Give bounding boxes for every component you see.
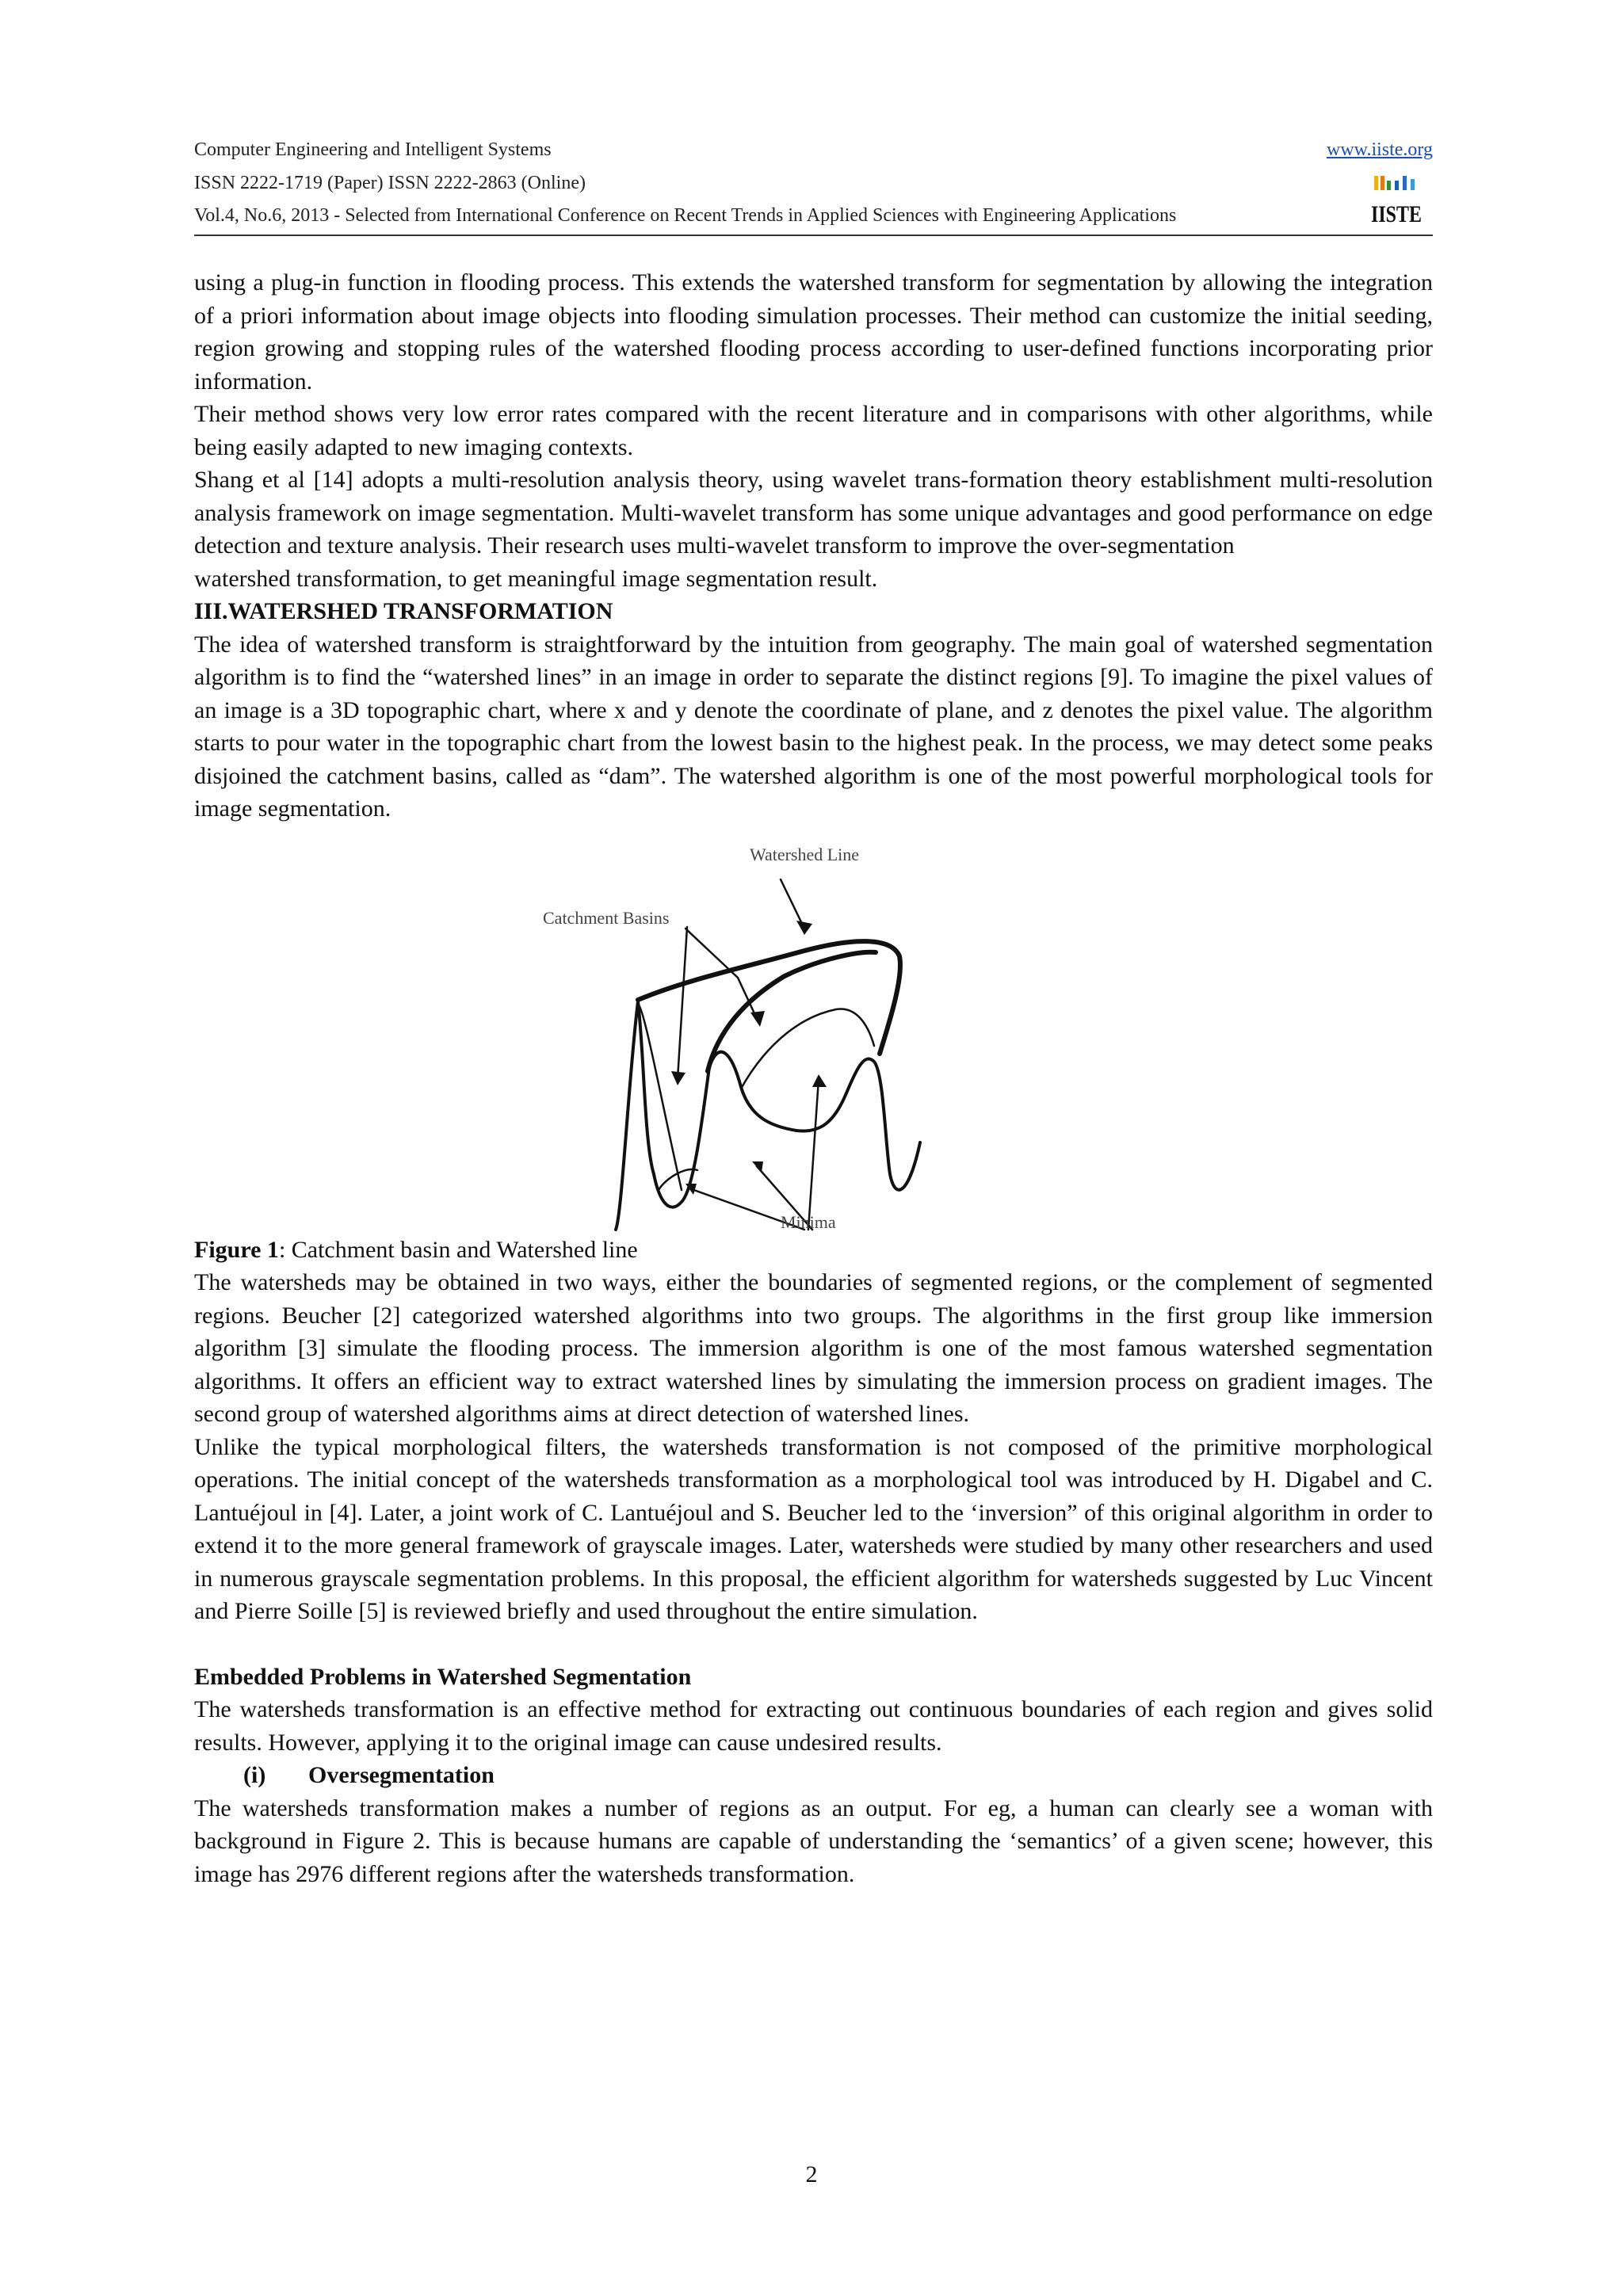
page-number: 2 (805, 2161, 818, 2187)
sub-heading (194, 1759, 1433, 1792)
paragraph: The watersheds may be obtained in two ways, either the boundaries of segmented regions, or the complement of segmented regions. Beucher [2] categorized watershed algorithms into two groups. The algorithms in the first group like immersion algorithm [3] simulate the flooding process. The immersion algorithm is one of the most famous watershed segmentation algorithms. It offers an efficient way to extract watershed lines by simulating the immersion process on gradient images. The second group of watershed algorithms aims at direct detection of watershed lines. (194, 1269, 1433, 1427)
paragraph: The watersheds transformation makes a number of regions as an output. For eg, a human can clearly see a woman with background in Figure 2. This is because humans are capable of understanding the ‘semantics’ of a given scene; however, this image has 2976 different regions after the watersheds transformation. (194, 1794, 1433, 1887)
paragraph: Unlike the typical morphological filters, the watersheds transformation is not composed of the primitive morphological operations. The initial concept of the watersheds transformation as a morphological tool was introduced by H. Digabel and C. Lantuéjoul in [4]. Later, a joint work of C. Lantuéjoul and S. Beucher led to the ‘inversion” of this original algorithm in order to extend it to the more general framework of grayscale images. Later, watersheds were studied by many other researchers and used in numerous grayscale segmentation problems. In this proposal, the efficient algorithm for watersheds suggested by Luc Vincent and Pierre Soille [5] is reviewed briefly and used throughout the entire simulation. (194, 1433, 1433, 1624)
caption-text: : Catchment basin and Watershed line (278, 1236, 638, 1263)
spacer (194, 1628, 1433, 1661)
header-rule (194, 235, 1433, 236)
paragraph: using a plug-in function in flooding process. This extends the watershed transform for segmentation by allowing the integration of a priori information about image objects into flooding simulation processes. Their method can customize the initial seeding, region growing and stopping rules of the watershed flooding process according to user-defined functions incorporating prior information. (194, 269, 1433, 395)
subsection-heading: Embedded Problems in Watershed Segmentation (194, 1663, 692, 1690)
paragraph: Their method shows very low error rates compared with the recent literature and in comparisons with other algorithms, while being easily adapted to new imaging contexts. (194, 401, 1433, 460)
label-watershed-line: Watershed Line (749, 844, 860, 864)
watershed-diagram (543, 841, 1098, 1234)
journal-name: Computer Engineering and Intelligent Systems (194, 139, 552, 160)
figure-1 (194, 841, 1433, 1234)
logo-text: IISTE (1371, 201, 1422, 227)
volume-line: Vol.4, No.6, 2013 - Selected from International Conference on Recent Trends in Applied Sciences with Engineering Applications (194, 205, 1177, 226)
paragraph: The watersheds transformation is an effective method for extracting out continuous boundaries of each region and gives solid results. However, applying it to the original image can cause undesired results. (194, 1696, 1433, 1756)
sub-heading-number: (i) (243, 1762, 266, 1788)
issn-line: ISSN 2222-1719 (Paper) ISSN 2222-2863 (Online) (194, 173, 586, 193)
section-heading: III.WATERSHED TRANSFORMATION (194, 598, 613, 624)
iiste-logo (1368, 173, 1425, 230)
journal-url-link[interactable]: www.iiste.org (1327, 139, 1433, 160)
label-minima: Minima (781, 1211, 836, 1232)
article-body (194, 266, 1433, 1890)
caption-label: Figure 1 (194, 1236, 279, 1263)
sub-heading-title: Oversegmentation (308, 1762, 495, 1788)
label-catchment-basins: Catchment Basins (543, 907, 670, 928)
figure-caption (194, 1234, 1433, 1267)
paragraph: Shang et al [14] adopts a multi-resolution analysis theory, using wavelet trans-formation theory establishment multi-resolution analysis framework on image segmentation. Multi-wavelet transform has some unique advantages and good performance on edge detection and texture analysis. Their research uses multi-wavelet transform to improve the over-segmentation (194, 467, 1433, 559)
paragraph: The idea of watershed transform is straightforward by the intuition from geography. The main goal of watershed segmentation algorithm is to find the “watershed lines” in an image in order to separate the distinct regions [9]. To imagine the pixel values of an image is a 3D topographic chart, where x and y denote the coordinate of plane, and z denotes the pixel value. The algorithm starts to pour water in the topographic chart from the lowest basin to the highest peak. In the process, we may detect some peaks disjoined the catchment basins, called as “dam”. The watershed algorithm is one of the most powerful morphological tools for image segmentation. (194, 631, 1433, 822)
paragraph: watershed transformation, to get meaningful image segmentation result. (194, 565, 878, 592)
